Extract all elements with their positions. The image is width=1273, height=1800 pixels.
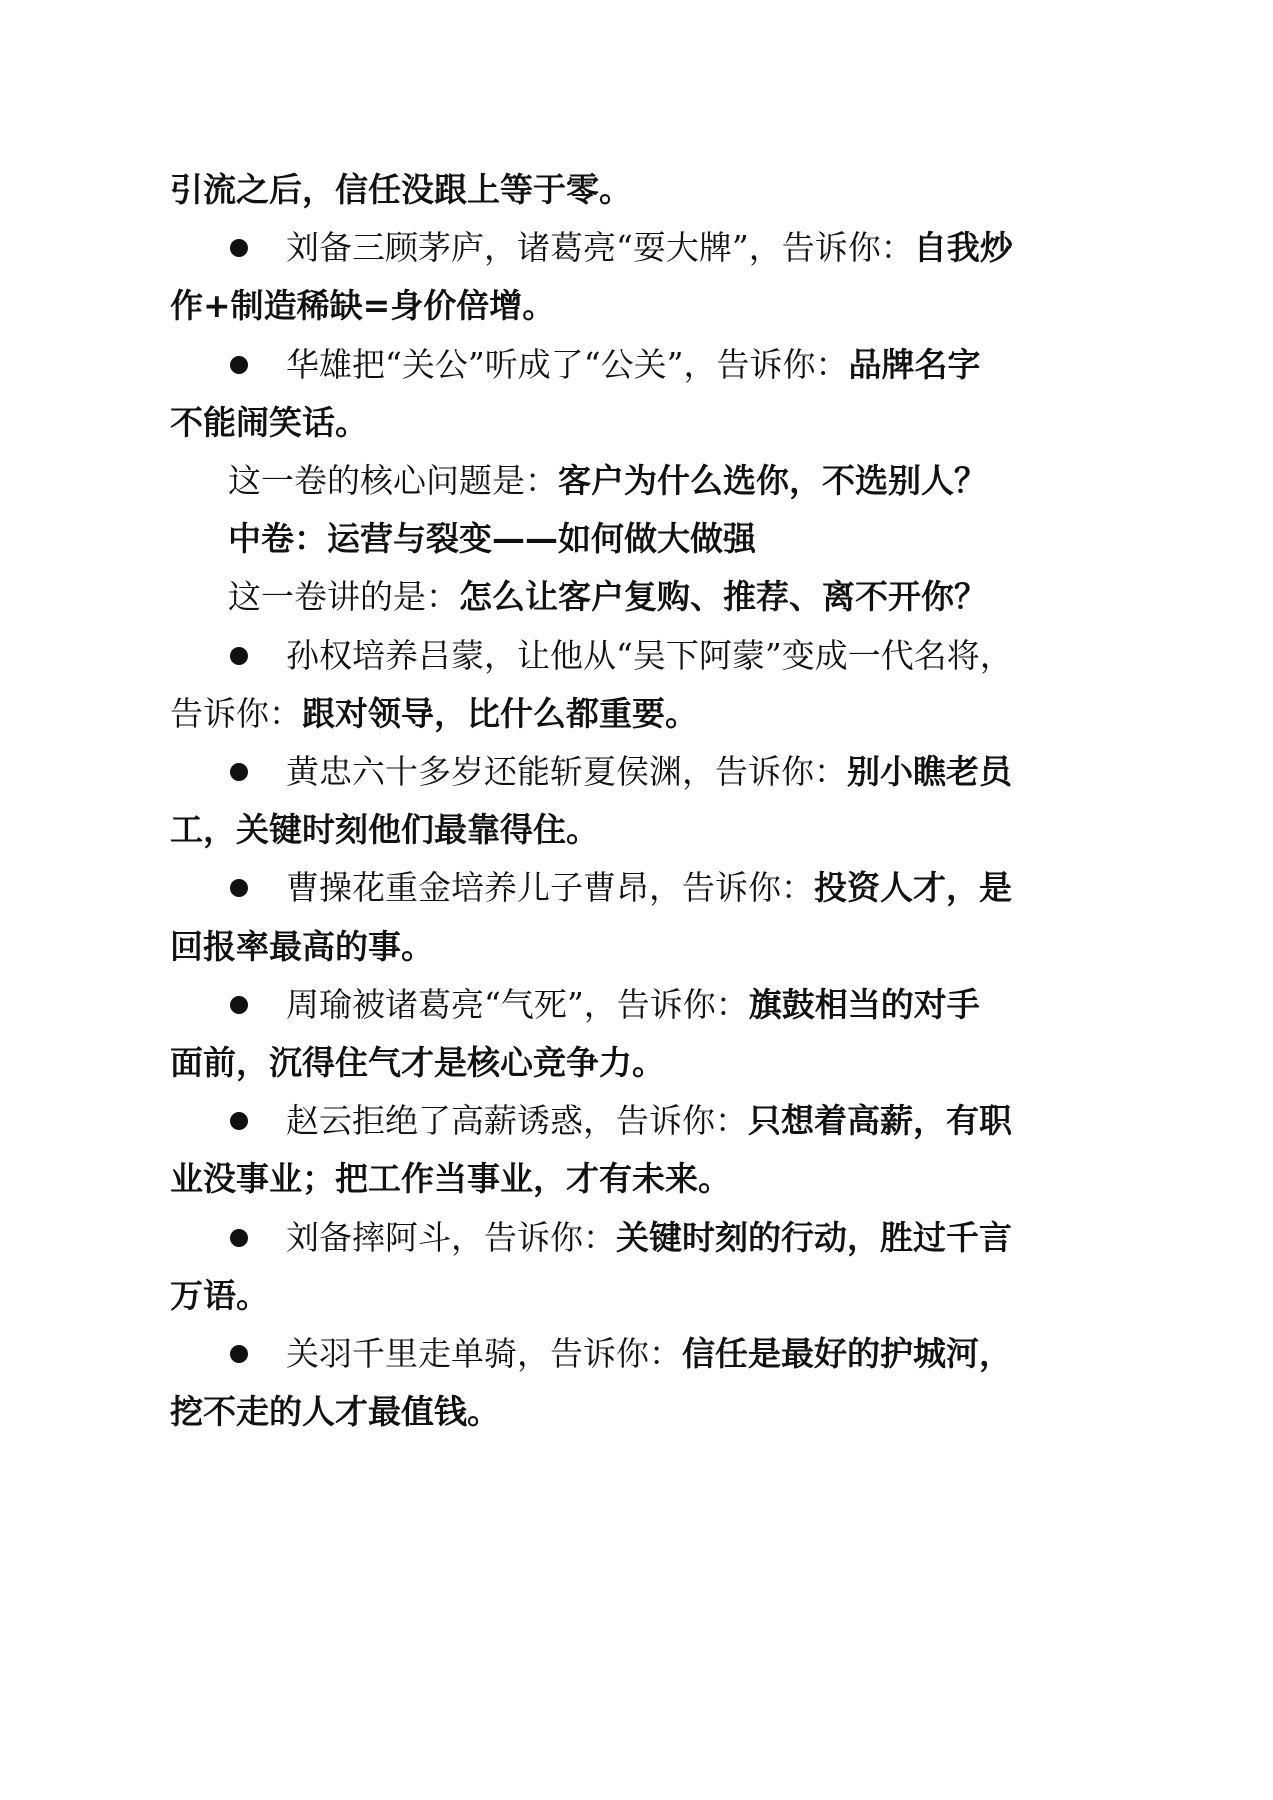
emphasis-text: 业没事业；把工作当事业，才有未来。 [170, 1159, 731, 1199]
emphasis-text: 万语。 [170, 1275, 269, 1315]
paragraph-line [0, 577, 1273, 617]
bullet-item-line [0, 985, 1273, 1025]
emphasis-text: 自我炒 [913, 228, 1013, 268]
emphasis-text: 关键时刻的行动，胜过千言 [616, 1217, 1012, 1257]
bullet-item-line [0, 345, 1273, 385]
bullet-item-line [0, 1392, 1273, 1432]
body-text: 这一卷的核心问题是： [228, 461, 558, 500]
emphasis-text: 品牌名字 [848, 344, 981, 384]
bullet-item-line [0, 1334, 1273, 1374]
body-text: 这一卷讲的是： [228, 577, 459, 617]
emphasis-text: 引流之后，信任没跟上等于零。 [170, 170, 632, 209]
bullet-item-line [0, 1159, 1273, 1199]
emphasis-text: 信任是最好的护城河， [682, 1334, 1012, 1373]
bullet-item-line [0, 694, 1273, 734]
bullet-item-line [0, 228, 1273, 268]
bullet-item-line [0, 1101, 1273, 1141]
paragraph-continuation-line [0, 170, 1273, 210]
body-text: 刘备摔阿斗，告诉你： [286, 1217, 616, 1257]
body-text: 孙权培养吕蒙，让他从“吴下阿蒙”变成一代名将， [286, 635, 1013, 675]
emphasis-text: 不能闹笑话。 [170, 402, 368, 442]
emphasis-text: 回报率最高的事。 [170, 926, 434, 966]
body-text: 曹操花重金培养儿子曹昂，告诉你： [286, 868, 814, 908]
emphasis-text: 面前，沉得住气才是核心竞争力。 [170, 1043, 665, 1082]
bullet-item-line [0, 286, 1273, 326]
emphasis-text: 投资人才，是 [814, 868, 1012, 908]
body-text: 华雄把“关公”听成了“公关”，告诉你： [286, 344, 849, 384]
bullet-item-line [0, 1218, 1273, 1258]
emphasis-text: 别小瞧老员 [847, 752, 1012, 791]
body-text: 告诉你： [170, 693, 302, 733]
body-text: 关羽千里走单骑，告诉你： [286, 1334, 682, 1373]
bullet-item-line [0, 636, 1273, 676]
emphasis-text: 工，关键时刻他们最靠得住。 [170, 810, 599, 850]
body-text: 周瑜被诸葛亮“气死”，告诉你： [286, 984, 749, 1024]
emphasis-text: 跟对领导，比什么都重要。 [302, 693, 698, 733]
paragraph-line [0, 461, 1273, 501]
emphasis-text: 作+制造稀缺=身价倍增。 [170, 286, 556, 326]
emphasis-text: 客户为什么选你，不选别人？ [558, 461, 987, 500]
bullet-item-line [0, 1043, 1273, 1083]
emphasis-text: 只想着高薪，有职 [748, 1101, 1012, 1141]
bullet-item-line [0, 810, 1273, 850]
bullet-item-line [0, 927, 1273, 967]
emphasis-text: 旗鼓相当的对手 [748, 984, 980, 1024]
emphasis-text: 中卷：运营与裂变——如何做大做强 [228, 519, 756, 559]
bullet-item-line [0, 752, 1273, 792]
emphasis-text: 挖不走的人才最值钱。 [170, 1392, 500, 1432]
emphasis-text: 怎么让客户复购、推荐、离不开你？ [459, 577, 987, 617]
body-text: 赵云拒绝了高薪诱惑，告诉你： [286, 1101, 748, 1141]
bullet-item-line [0, 403, 1273, 443]
paragraph-line [0, 519, 1273, 559]
body-text: 黄忠六十多岁还能斩夏侯渊，告诉你： [286, 752, 847, 791]
bullet-item-line [0, 868, 1273, 908]
body-text: 刘备三顾茅庐，诸葛亮“耍大牌”，告诉你： [286, 228, 914, 268]
bullet-item-line [0, 1276, 1273, 1316]
